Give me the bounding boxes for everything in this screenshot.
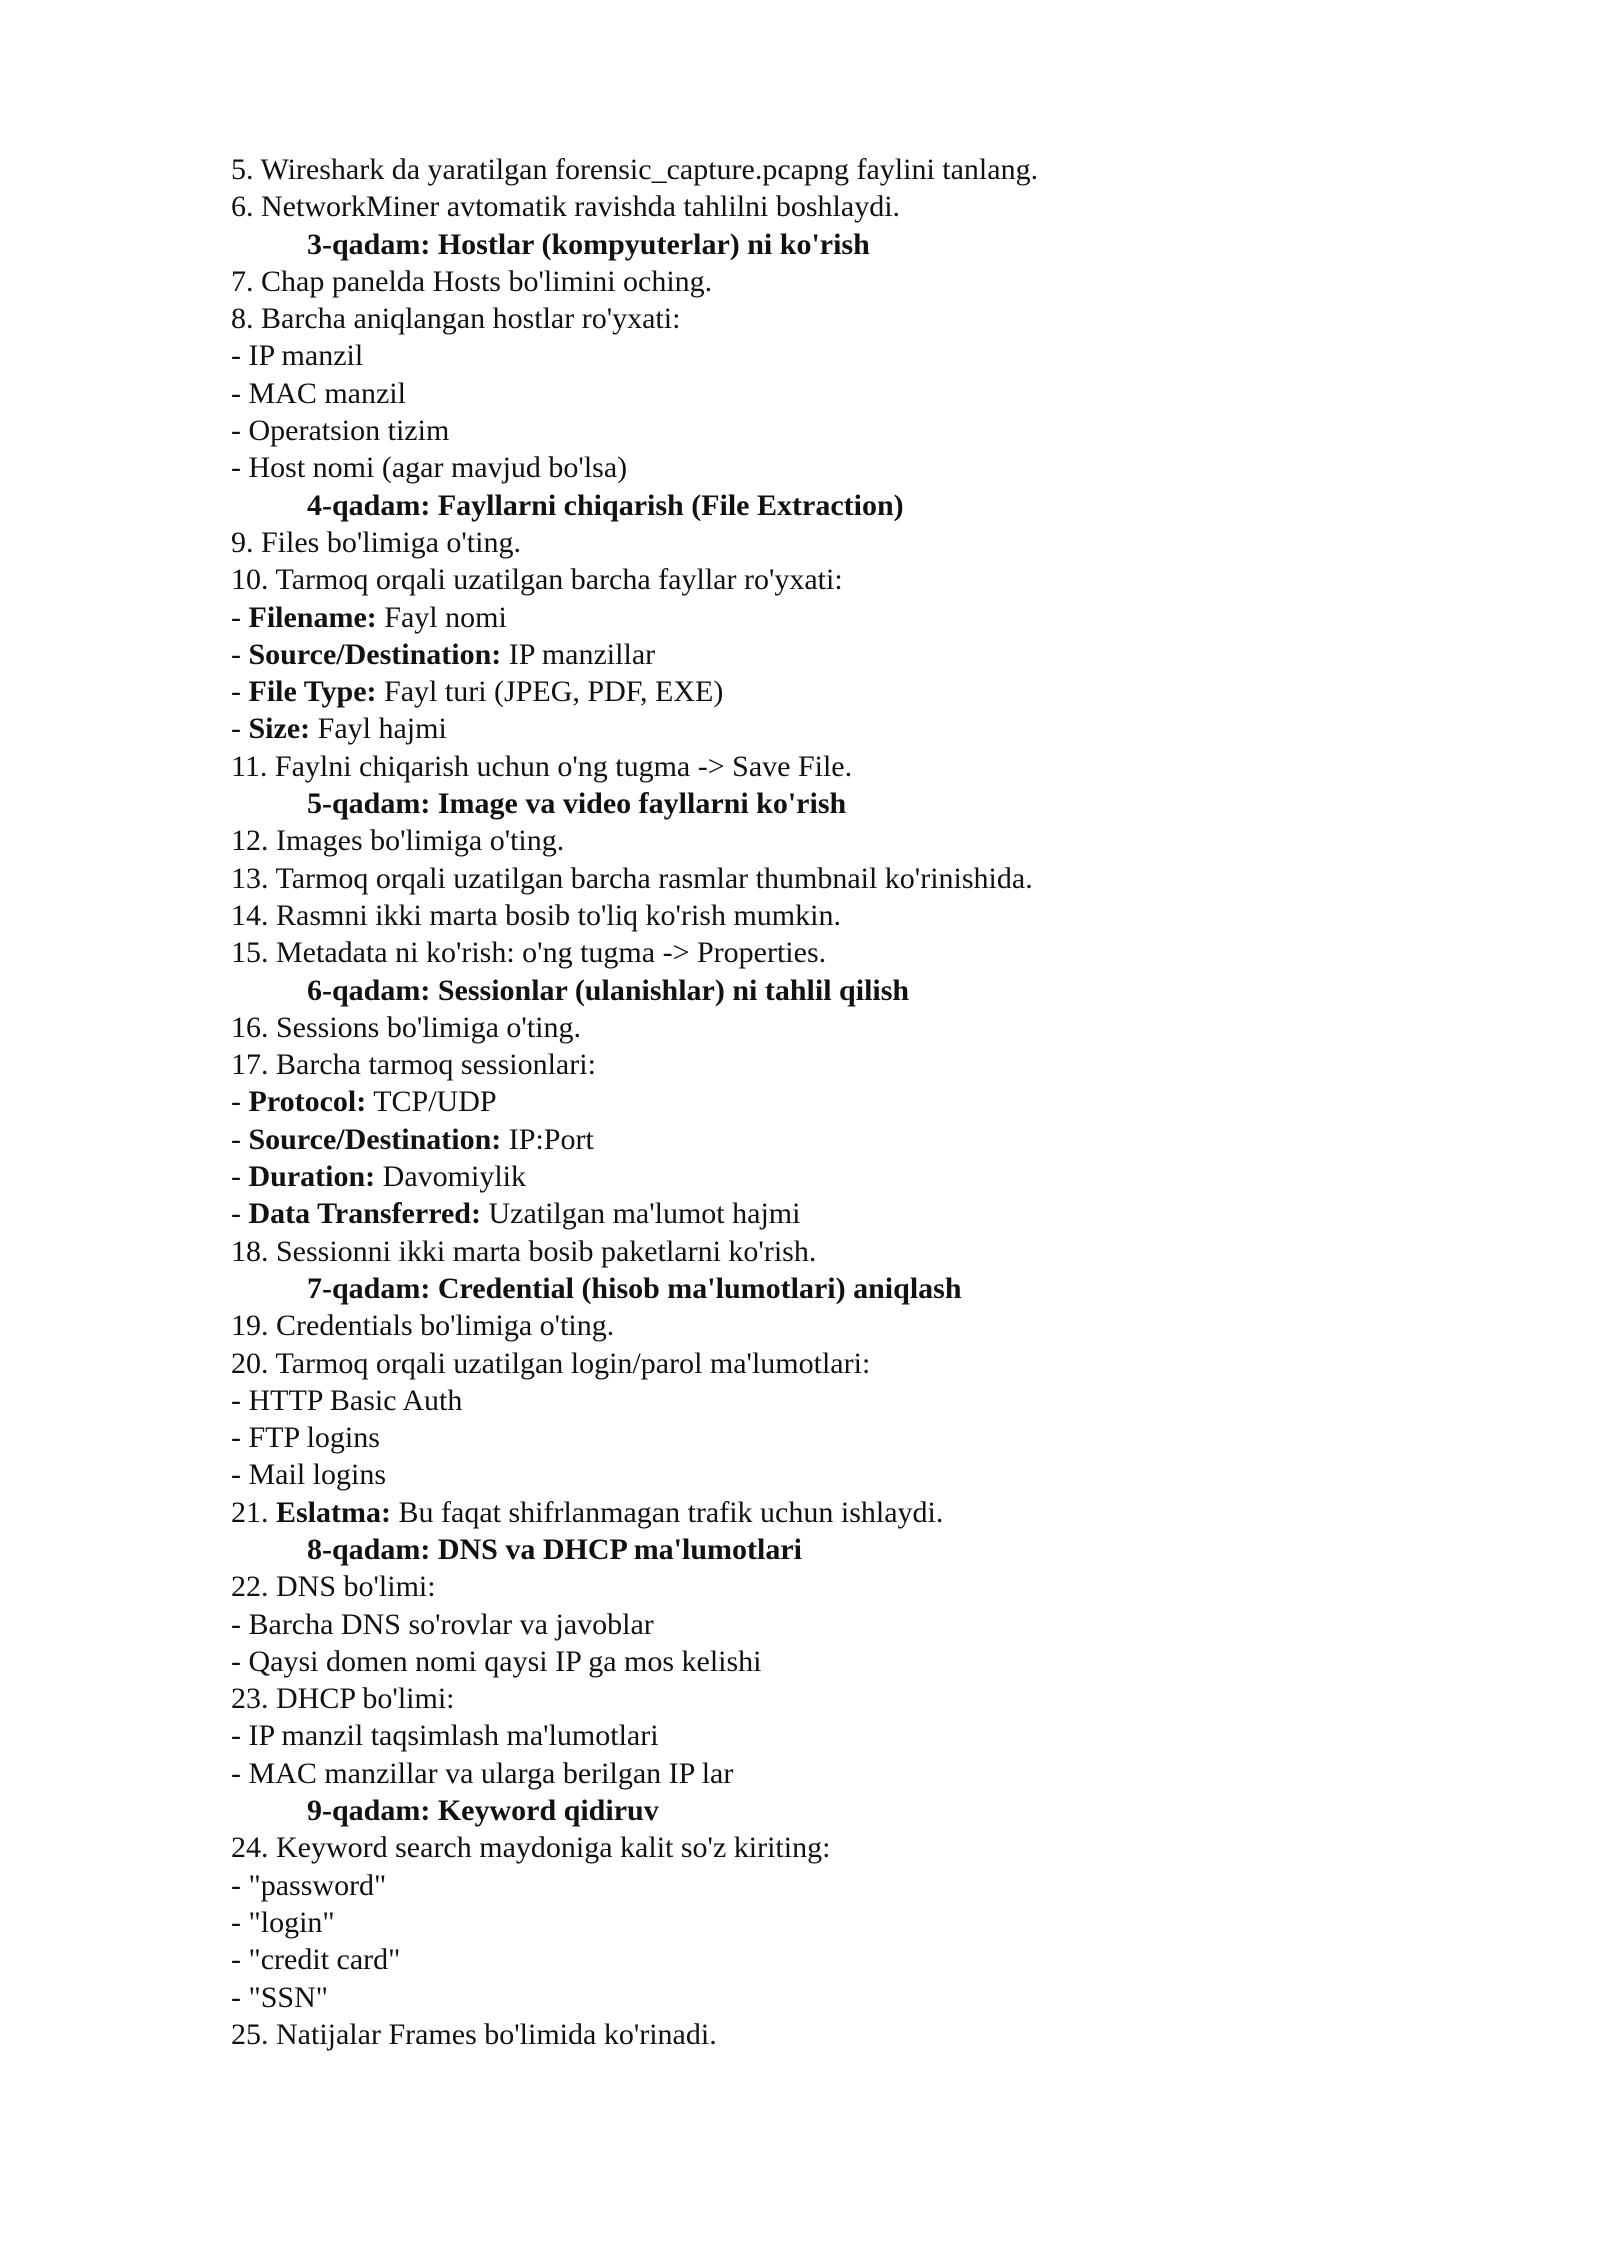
document-body	[231, 151, 1411, 2053]
step-heading: 9-qadam: Keyword qidiruv	[307, 1794, 659, 1828]
list-item-description: TCP/UDP	[366, 1085, 497, 1119]
text-line: 5. Wireshark da yaratilgan forensic_capture.pcapng faylini tanlang.	[231, 153, 1039, 186]
list-item	[231, 710, 1411, 747]
text-line: 8. Barcha aniqlangan hostlar ro'yxati:	[231, 302, 681, 336]
text-line: 19. Credentials bo'limiga o'ting.	[231, 1309, 615, 1343]
text-line: 18. Sessionni ikki marta bosib paketlarni ko'rish.	[231, 1234, 817, 1268]
list-item-prefix: -	[231, 1160, 249, 1194]
text-line: 15. Metadata ni ko'rish: o'ng tugma -> Properties.	[231, 936, 827, 970]
text-line: - "login"	[231, 1905, 335, 1939]
text-line: - MAC manzil	[231, 376, 406, 410]
list-item	[231, 1083, 1411, 1120]
text-line: - FTP logins	[231, 1421, 380, 1455]
list-item-term: Protocol:	[248, 1085, 367, 1119]
text-line: 23. DHCP bo'limi:	[231, 1682, 455, 1716]
list-item-term: Duration:	[248, 1160, 376, 1194]
list-item-description: Fayl turi (JPEG, PDF, EXE)	[376, 675, 724, 709]
list-item	[231, 636, 1411, 673]
list-item-description: Fayl nomi	[376, 600, 507, 634]
list-item-description: IP manzillar	[501, 637, 656, 671]
text-line: 22. DNS bo'limi:	[231, 1570, 436, 1604]
text-line: 17. Barcha tarmoq sessionlari:	[231, 1048, 596, 1082]
text-line: - "password"	[231, 1868, 387, 1902]
list-item-description: Fayl hajmi	[310, 712, 447, 746]
text-line: - "credit card"	[231, 1943, 401, 1977]
list-item-description: Davomiylik	[375, 1160, 526, 1194]
list-item-description: Bu faqat shifrlanmagan trafik uchun ishlaydi.	[391, 1495, 944, 1529]
step-heading: 6-qadam: Sessionlar (ulanishlar) ni tahlil qilish	[307, 973, 910, 1007]
list-item	[231, 1195, 1411, 1232]
text-line: 16. Sessions bo'limiga o'ting.	[231, 1010, 581, 1044]
list-item-prefix: -	[231, 1122, 249, 1156]
text-line: 12. Images bo'limiga o'ting.	[231, 824, 565, 858]
step-heading: 3-qadam: Hostlar (kompyuterlar) ni ko'rish	[307, 227, 870, 261]
text-line: - Host nomi (agar mavjud bo'lsa)	[231, 451, 628, 485]
list-item-term: Size:	[248, 712, 311, 746]
step-heading: 8-qadam: DNS va DHCP ma'lumotlari	[307, 1532, 802, 1566]
text-line: - "SSN"	[231, 1980, 329, 2014]
list-item-description: IP:Port	[501, 1122, 594, 1156]
list-item-term: Source/Destination:	[248, 637, 502, 671]
text-line: - Barcha DNS so'rovlar va javoblar	[231, 1607, 654, 1641]
text-line: 11. Faylni chiqarish uchun o'ng tugma -> Save File.	[231, 749, 853, 783]
text-line: - IP manzil	[231, 339, 364, 373]
step-heading: 7-qadam: Credential (hisob ma'lumotlari) aniqlash	[307, 1271, 962, 1305]
list-item-prefix: -	[231, 675, 249, 709]
list-item-description: Uzatilgan ma'lumot hajmi	[480, 1197, 801, 1231]
text-line: 24. Keyword search maydoniga kalit so'z kiriting:	[231, 1831, 831, 1865]
text-line: 14. Rasmni ikki marta bosib to'liq ko'rish mumkin.	[231, 898, 841, 932]
list-item-term: Eslatma:	[276, 1495, 391, 1529]
text-line: 9. Files bo'limiga o'ting.	[231, 525, 521, 559]
list-item-prefix: -	[231, 600, 249, 634]
list-item	[231, 1158, 1411, 1195]
text-line: 7. Chap panelda Hosts bo'limini oching.	[231, 264, 713, 298]
list-item-prefix: -	[231, 1085, 249, 1119]
list-item	[231, 599, 1411, 636]
text-line: - Mail logins	[231, 1458, 386, 1492]
list-item	[231, 673, 1411, 710]
text-line: - Operatsion tizim	[231, 414, 450, 448]
step-heading: 4-qadam: Fayllarni chiqarish (File Extraction)	[307, 488, 904, 522]
list-item-prefix: -	[231, 1197, 249, 1231]
list-item-term: Filename:	[248, 600, 377, 634]
text-line: - HTTP Basic Auth	[231, 1383, 463, 1417]
list-item-prefix: 21.	[231, 1495, 276, 1529]
text-line: - IP manzil taqsimlash ma'lumotlari	[231, 1719, 659, 1753]
list-item	[231, 1494, 1411, 1531]
text-line: 13. Tarmoq orqali uzatilgan barcha rasmlar thumbnail ko'rinishida.	[231, 861, 1033, 895]
text-line: - Qaysi domen nomi qaysi IP ga mos kelishi	[231, 1644, 762, 1678]
text-line: 10. Tarmoq orqali uzatilgan barcha fayllar ro'yxati:	[231, 563, 843, 597]
text-line: 6. NetworkMiner avtomatik ravishda tahlilni boshlaydi.	[231, 190, 901, 224]
list-item	[231, 1121, 1411, 1158]
text-line: - MAC manzillar va ularga berilgan IP lar	[231, 1756, 734, 1790]
list-item-prefix: -	[231, 712, 249, 746]
step-heading: 5-qadam: Image va video fayllarni ko'rish	[307, 787, 847, 821]
list-item-term: Data Transferred:	[248, 1197, 481, 1231]
text-line: 20. Tarmoq orqali uzatilgan login/parol ma'lumotlari:	[231, 1346, 871, 1380]
text-line: 25. Natijalar Frames bo'limida ko'rinadi.	[231, 2017, 717, 2051]
list-item-term: Source/Destination:	[248, 1122, 502, 1156]
list-item-term: File Type:	[248, 675, 377, 709]
list-item-prefix: -	[231, 637, 249, 671]
